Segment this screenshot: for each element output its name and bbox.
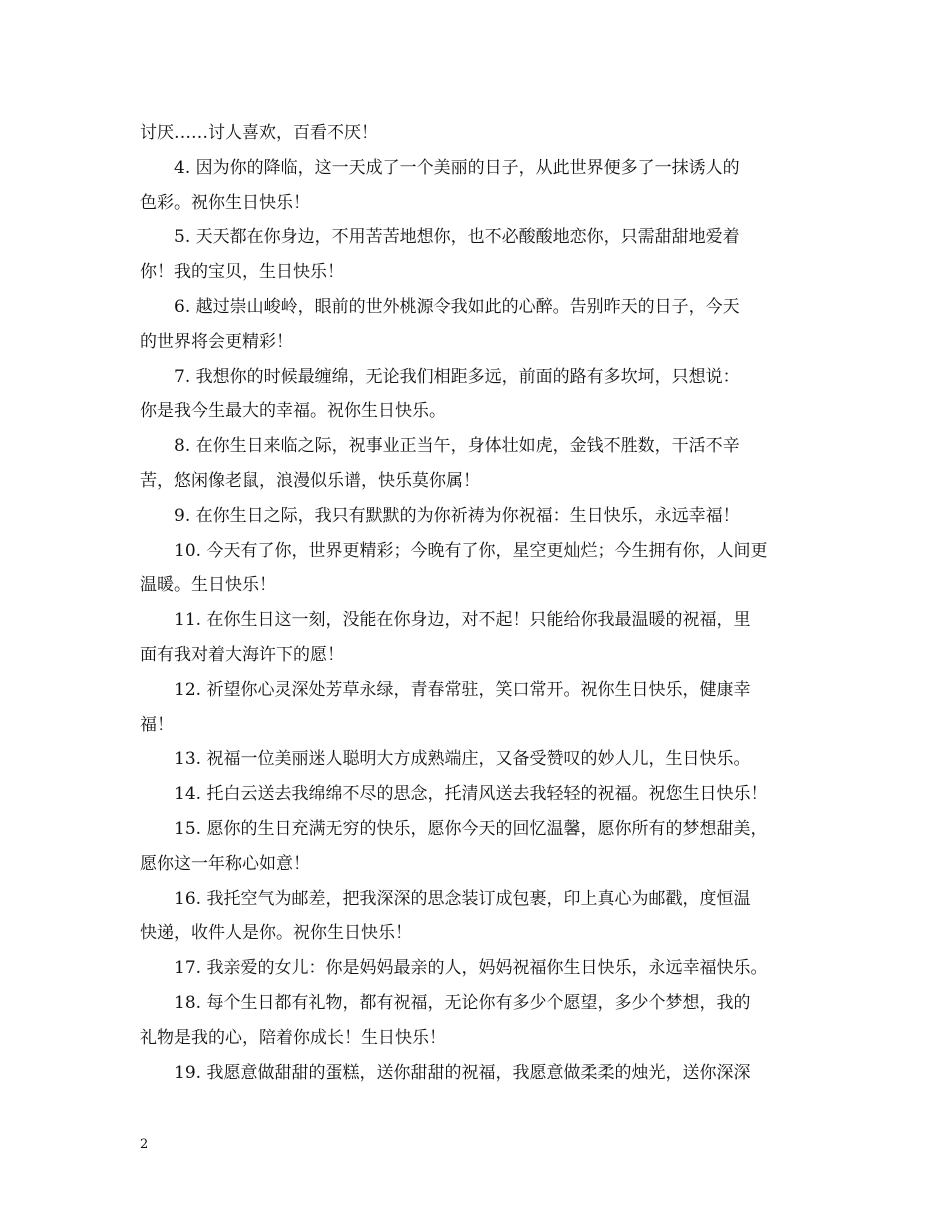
text-line: 苦，悠闲像老鼠，浪漫似乐谱，快乐莫你属！ bbox=[140, 470, 480, 491]
text-line: 19. 我愿意做甜甜的蛋糕，送你甜甜的祝福，我愿意做柔柔的烛光，送你深深 bbox=[174, 1062, 751, 1083]
text-line: 8. 在你生日来临之际，祝事业正当午，身体壮如虎，金钱不胜数，干活不辛 bbox=[174, 436, 740, 457]
text-line: 12. 祈望你心灵深处芳草永绿，青春常驻，笑口常开。祝你生日快乐，健康幸 bbox=[174, 679, 751, 700]
text-line: 快递，收件人是你。祝你生日快乐！ bbox=[140, 923, 412, 944]
text-line: 18. 每个生日都有礼物，都有祝福，无论你有多少个愿望，多少个梦想，我的 bbox=[174, 992, 751, 1013]
text-line: 面有我对着大海许下的愿！ bbox=[140, 644, 344, 665]
text-line: 温暖。生日快乐！ bbox=[140, 575, 276, 596]
text-line: 14. 托白云送去我绵绵不尽的思念，托清风送去我轻轻的祝福。祝您生日快乐！ bbox=[174, 784, 768, 805]
text-line: 礼物是我的心，陪着你成长！生日快乐！ bbox=[140, 1027, 446, 1048]
text-line: 的世界将会更精彩！ bbox=[140, 331, 293, 352]
text-line: 13. 祝福一位美丽迷人聪明大方成熟端庄，又备受赞叹的妙人儿，生日快乐。 bbox=[174, 749, 751, 770]
text-line: 9. 在你生日之际，我只有默默的为你祈祷为你祝福：生日快乐，永远幸福！ bbox=[174, 505, 740, 526]
text-line: 你！我的宝贝，生日快乐！ bbox=[140, 262, 344, 283]
text-line: 色彩。祝你生日快乐！ bbox=[140, 192, 310, 213]
text-line: 10. 今天有了你，世界更精彩；今晚有了你，星空更灿烂；今生拥有你，人间更 bbox=[174, 540, 768, 561]
text-line: 4. 因为你的降临，这一天成了一个美丽的日子，从此世界便多了一抹诱人的 bbox=[174, 157, 740, 178]
text-line: 5. 天天都在你身边，不用苦苦地想你，也不必酸酸地恋你，只需甜甜地爱着 bbox=[174, 227, 740, 248]
text-line: 11. 在你生日这一刻，没能在你身边，对不起！只能给你我最温暖的祝福，里 bbox=[174, 610, 751, 631]
text-line: 7. 我想你的时候最缠绵，无论我们相距多远，前面的路有多坎坷，只想说： bbox=[174, 366, 740, 387]
text-line: 讨厌……讨人喜欢，百看不厌！ bbox=[140, 123, 378, 143]
text-line: 愿你这一年称心如意！ bbox=[140, 853, 310, 874]
text-line: 6. 越过崇山峻岭，眼前的世外桃源令我如此的心醉。告别昨天的日子，今天 bbox=[174, 296, 740, 317]
page-number: 2 bbox=[140, 1137, 149, 1152]
text-line: 福！ bbox=[140, 714, 174, 735]
text-line: 16. 我托空气为邮差，把我深深的思念装订成包裹，印上真心为邮戳，度恒温 bbox=[174, 888, 751, 909]
text-line: 15. 愿你的生日充满无穷的快乐，愿你今天的回忆温馨，愿你所有的梦想甜美， bbox=[174, 818, 768, 839]
body-text bbox=[140, 116, 812, 1090]
text-line: 你是我今生最大的幸福。祝你生日快乐。 bbox=[140, 401, 446, 422]
text-line: 17. 我亲爱的女儿：你是妈妈最亲的人，妈妈祝福你生日快乐，永远幸福快乐。 bbox=[174, 958, 768, 979]
